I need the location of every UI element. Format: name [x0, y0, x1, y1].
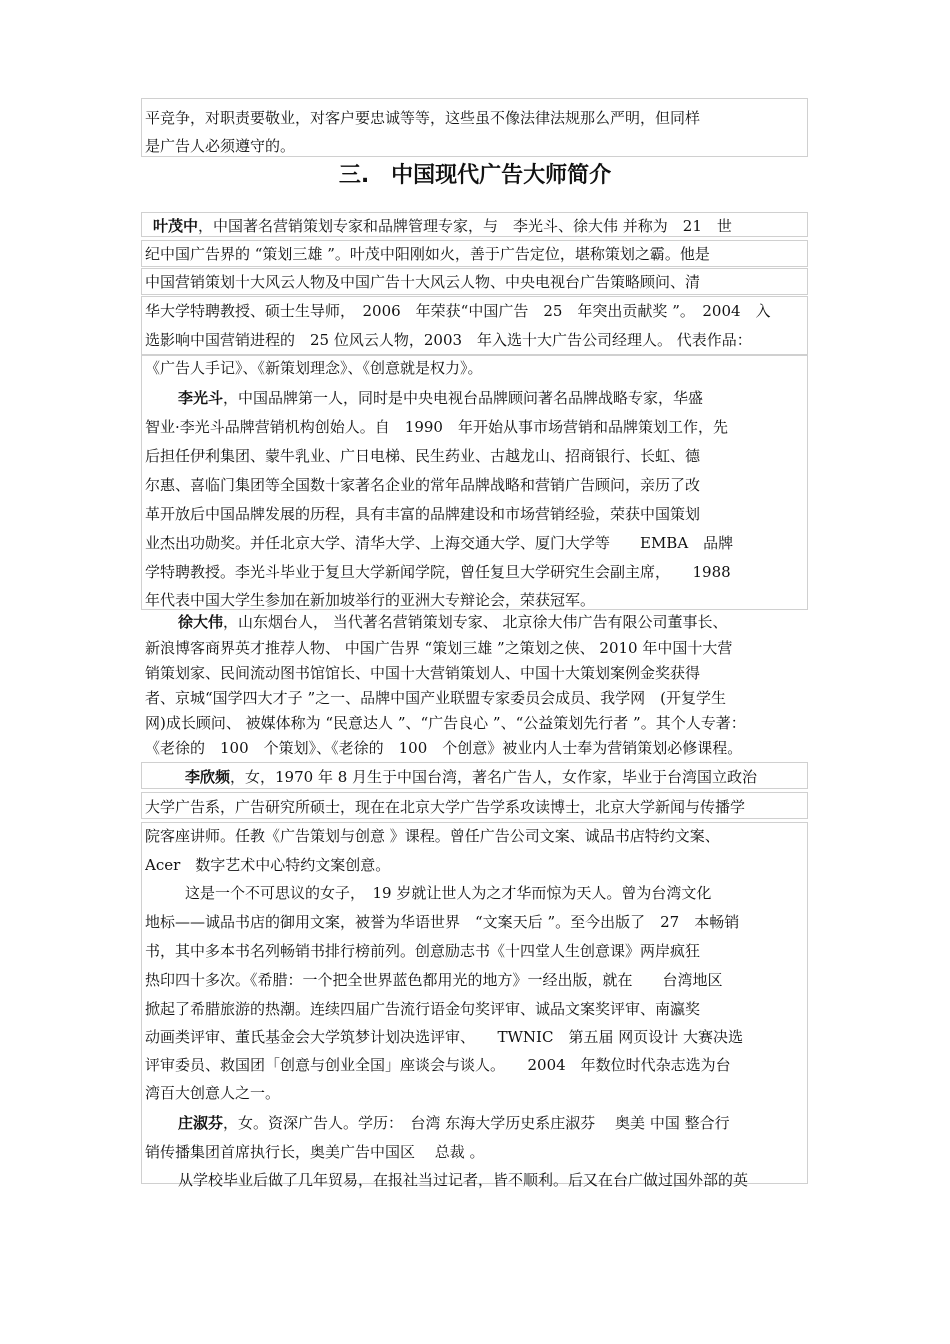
zh-name: 庄淑芬 — [178, 1114, 224, 1132]
xu-line — [145, 612, 840, 632]
lx-line: 热印四十多次。《希腊：一个把全世界蓝色都用光的地方》一经出版，就在 台湾地区 — [145, 971, 723, 989]
lx-name: 李欣频 — [185, 768, 231, 786]
ye-line: 选影响中国营销进程的 25 位风云人物，2003 年入选十大广告公司经理人。 代表作品： — [145, 331, 752, 349]
li-line: 学特聘教授。李光斗毕业于复旦大学新闻学院，曾任复旦大学研究生会副主席， 1988 — [145, 563, 731, 581]
lx-line: 这是一个不可思议的女子， 19 岁就让世人为之才华而惊为天人。曾为台湾文化 — [185, 884, 712, 902]
zh-line — [145, 1113, 840, 1133]
zh-text: ，女。资深广告人。学历： 台湾 东海大学历史系庄淑芬 奥美 中国 整合行 — [223, 1114, 730, 1132]
lx-line: 院客座讲师。任教《广告策划与创意 》课程。曾任广告公司文案、诚品书店特约文案、 — [145, 827, 720, 845]
li-text: ，中国品牌第一人，同时是中央电视台品牌顾问著名品牌战略专家，华盛 — [223, 389, 704, 407]
intro-line: 平竞争，对职责要敬业，对客户要忠诚等等，这些虽不像法律法规那么严明，但同样 — [145, 109, 701, 127]
zh-line: 销传播集团首席执行长，奥美广告中国区 总裁 。 — [145, 1143, 485, 1161]
lx-line: 大学广告系，广告研究所硕士，现在在北京大学广告学系攻读博士，北京大学新闻与传播学 — [145, 798, 746, 816]
lx-line: 湾百大创意人之一。 — [145, 1084, 281, 1102]
lx-line: Acer 数字艺术中心特约文案创意。 — [145, 856, 391, 874]
ye-line: 中国营销策划十大风云人物及中国广告十大风云人物、中央电视台广告策略顾问、清 — [145, 273, 701, 291]
xu-line: 新浪博客商界英才推荐人物、 中国广告界 “策划三雄 ”之策划之侠、 2010 年中国十大营 — [145, 639, 733, 657]
lx-line: 评审委员、救国团「创意与创业全国」座谈会与谈人。 2004 年数位时代杂志选为台 — [145, 1056, 731, 1074]
lx-line — [145, 767, 847, 787]
li-line: 革开放后中国品牌发展的历程，具有丰富的品牌建设和市场营销经验，荣获中国策划 — [145, 505, 701, 523]
ye-name: 叶茂中 — [153, 217, 199, 235]
xu-text: ，山东烟台人， 当代著名营销策划专家、 北京徐大伟广告有限公司董事长、 — [223, 613, 728, 631]
li-line: 后担任伊利集团、蒙牛乳业、广日电梯、民生药业、古越龙山、招商银行、长虹、德 — [145, 447, 701, 465]
ye-line: 华大学特聘教授、硕士生导师， 2006 年荣获“中国广告 25 年突出贡献奖 ”。 2004 入 — [145, 302, 771, 320]
xu-line: 者、京城“国学四大才子 ”之一、品牌中国产业联盟专家委员会成员、我学网 (开复学生 — [145, 689, 726, 707]
intro-line: 是广告人必须遵守的。 — [145, 137, 296, 155]
li-line — [145, 388, 840, 408]
lx-line: 掀起了希腊旅游的热潮。连续四届广告流行语金句奖评审、诚品文案奖评审、南瀛奖 — [145, 1000, 701, 1018]
xu-line: 《老徐的 100 个策划》、《老徐的 100 个创意》被业内人士奉为营销策划必修课程。 — [145, 739, 743, 757]
ye-line: 纪中国广告界的 “策划三雄 ”。叶茂中阳刚如火，善于广告定位，堪称策划之霸。他是 — [145, 245, 710, 263]
lx-text: ，女，1970 年 8 月生于中国台湾，著名广告人，女作家，毕业于台湾国立政治 — [230, 768, 758, 786]
li-line: 智业·李光斗品牌营销机构创始人。自 1990 年开始从事市场营销和品牌策划工作，先 — [145, 418, 728, 436]
xu-name: 徐大伟 — [178, 613, 224, 631]
li-line: 业杰出功勋奖。并任北京大学、清华大学、上海交通大学、厦门大学等 EMBA 品牌 — [145, 534, 734, 552]
li-name: 李光斗 — [178, 389, 224, 407]
li-line: 年代表中国大学生参加在新加坡举行的亚洲大专辩论会，荣获冠军。 — [145, 591, 596, 609]
lx-line: 地标——诚品书店的御用文案，被誉为华语世界 “文案天后 ”。至今出版了 27 本畅销 — [145, 913, 740, 931]
section-heading: 三. 中国现代广告大师简介 — [338, 163, 612, 188]
li-line: 尔惠、喜临门集团等全国数十家著名企业的常年品牌战略和营销广告顾问，亲历了改 — [145, 476, 701, 494]
xu-line: 销策划家、民间流动图书馆馆长、中国十大营销策划人、中国十大策划案例金奖获得 — [145, 664, 701, 682]
zh-line: 从学校毕业后做了几年贸易，在报社当过记者，皆不顺利。后又在台广做过国外部的英 — [178, 1171, 749, 1189]
ye-line — [145, 216, 815, 236]
ye-text: ，中国著名营销策划专家和品牌管理专家，与 李光斗、徐大伟 并称为 21 世 — [198, 217, 732, 235]
ye-line: 《广告人手记》、《新策划理念》、《创意就是权力》。 — [145, 359, 483, 377]
lx-line: 书，其中多本书名列畅销书排行榜前列。创意励志书《十四堂人生创意课》两岸疯狂 — [145, 942, 701, 960]
lx-line: 动画类评审、董氏基金会大学筑梦计划决选评审、 TWNIC 第五届 网页设计 大赛决选 — [145, 1028, 743, 1046]
xu-line: 网)成长顾问、 被媒体称为 “民意达人 ”、“广告良心 ”、“公益策划先行者 ”。其个人专著： — [145, 714, 746, 732]
